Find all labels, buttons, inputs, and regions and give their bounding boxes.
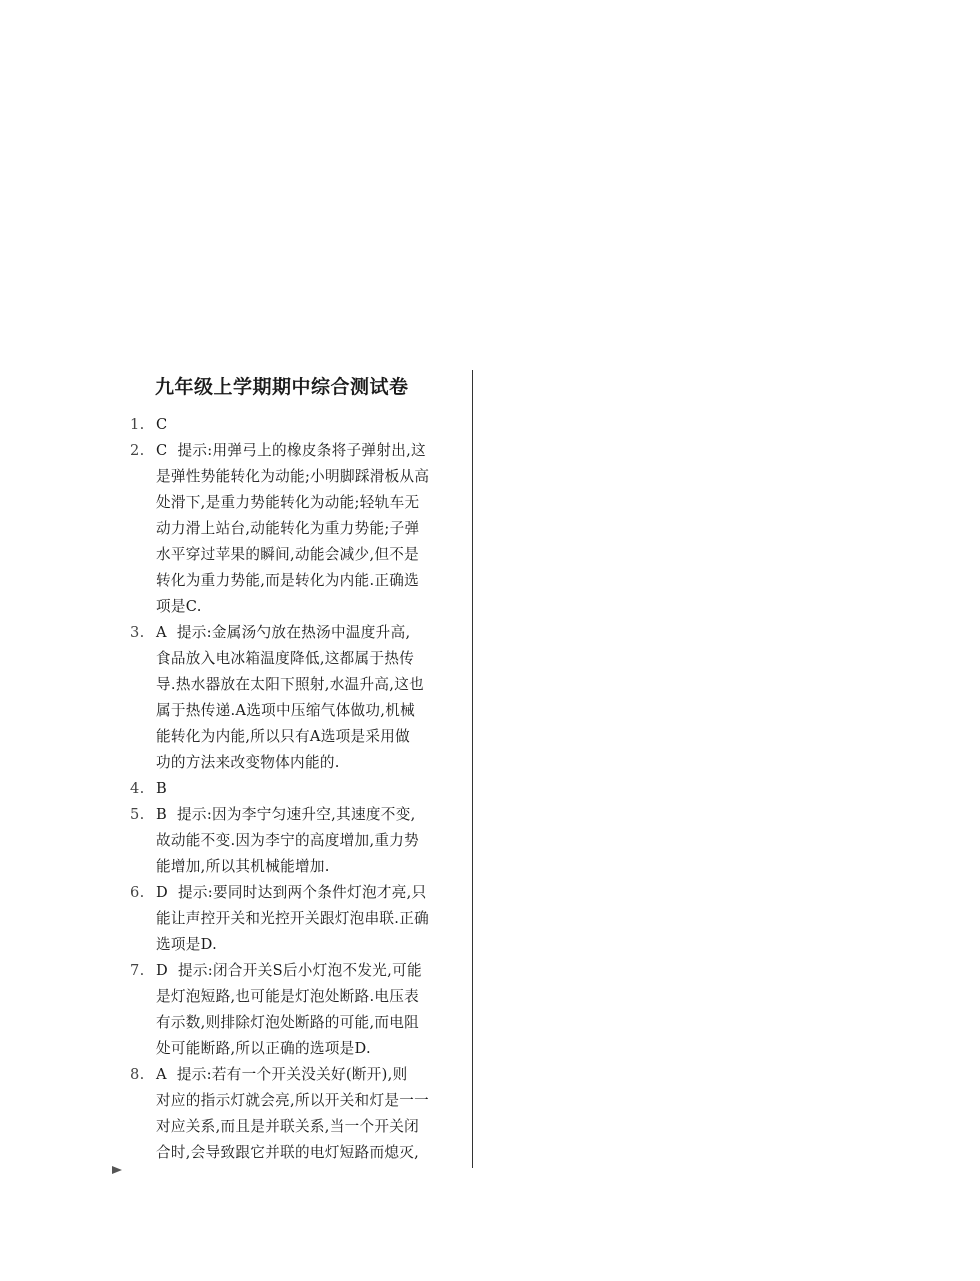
answer-choice: A <box>156 1066 167 1083</box>
answer-item <box>130 802 466 880</box>
answer-choice: C <box>156 416 168 433</box>
answer-number: 3. <box>130 624 145 641</box>
answer-choice: C <box>156 442 168 459</box>
answer-number: 7. <box>130 962 145 979</box>
answer-number: 4. <box>130 780 145 797</box>
page-title: 九年级上学期期中综合测试卷 <box>155 376 409 398</box>
page-corner-arrow-icon <box>112 1166 122 1174</box>
hint-text: 提示:闭合开关S后小灯泡不发光,可能 <box>178 962 422 979</box>
answer-item <box>130 438 466 620</box>
answer-choice: B <box>156 780 168 797</box>
answer-number: 2. <box>130 442 145 459</box>
answer-choice: A <box>156 624 167 641</box>
hint-text: 处滑下,是重力势能转化为动能;轻轨车无 <box>156 494 420 511</box>
hint-text: 提示:金属汤勺放在热汤中温度升高, <box>176 624 411 641</box>
hint-text: 对应关系,而且是并联关系,当一个开关闭 <box>156 1118 420 1135</box>
answer-number: 1. <box>130 416 145 433</box>
hint-text: 合时,会导致跟它并联的电灯短路而熄灭, <box>156 1144 420 1161</box>
hint-text: 功的方法来改变物体内能的. <box>156 754 340 771</box>
answer-line <box>130 776 466 802</box>
hint-text: 转化为重力势能,而是转化为内能.正确选 <box>156 572 420 589</box>
column-divider <box>472 370 473 1168</box>
hint-text: 提示:要同时达到两个条件灯泡才亮,只 <box>178 884 427 901</box>
answer-line <box>130 620 466 646</box>
answer-choice: D <box>156 962 169 979</box>
answer-choice: B <box>156 806 168 823</box>
hint-text: 属于热传递.A选项中压缩气体做功,机械 <box>156 702 416 719</box>
hint-text: 选项是D. <box>156 936 218 953</box>
hint-text: 能转化为内能,所以只有A选项是采用做 <box>156 728 411 745</box>
answer-line <box>130 412 466 438</box>
hint-text: 故动能不变.因为李宁的高度增加,重力势 <box>156 832 420 849</box>
hint-text: 有示数,则排除灯泡处断路的可能,而电阻 <box>156 1014 420 1031</box>
hint-text: 是灯泡短路,也可能是灯泡处断路.电压表 <box>156 988 420 1005</box>
hint-text: 动力滑上站台,动能转化为重力势能;子弹 <box>156 520 420 537</box>
hint-text: 是弹性势能转化为动能;小明脚踩滑板从高 <box>156 468 430 485</box>
answer-number: 5. <box>130 806 145 823</box>
hint-text: 能让声控开关和光控开关跟灯泡串联.正确 <box>156 910 430 927</box>
answer-item <box>130 1062 466 1166</box>
hint-text: 提示:因为李宁匀速升空,其速度不变, <box>177 806 416 823</box>
hint-text: 提示:若有一个开关没关好(断开),则 <box>176 1066 408 1083</box>
answer-item <box>130 958 466 1062</box>
answer-item <box>130 620 466 776</box>
answer-item <box>130 776 466 802</box>
hint-text: 提示:用弹弓上的橡皮条将子弹射出,这 <box>177 442 426 459</box>
answer-number: 8. <box>130 1066 145 1083</box>
hint-text: 食品放入电冰箱温度降低,这都属于热传 <box>156 650 415 667</box>
answer-item <box>130 412 466 438</box>
hint-text: 水平穿过苹果的瞬间,动能会减少,但不是 <box>156 546 420 563</box>
answer-line <box>130 802 466 828</box>
hint-text: 对应的指示灯就会亮,所以开关和灯是一一 <box>156 1092 430 1109</box>
answer-item <box>130 880 466 958</box>
answer-line <box>130 958 466 984</box>
answer-number: 6. <box>130 884 145 901</box>
hint-text: 项是C. <box>156 598 202 615</box>
answer-choice: D <box>156 884 169 901</box>
answer-list <box>130 412 466 1166</box>
answer-line <box>130 438 466 464</box>
hint-text: 处可能断路,所以正确的选项是D. <box>156 1040 371 1057</box>
answer-line <box>130 1062 466 1088</box>
hint-text: 导.热水器放在太阳下照射,水温升高,这也 <box>156 676 425 693</box>
answer-line <box>130 880 466 906</box>
hint-text: 能增加,所以其机械能增加. <box>156 858 330 875</box>
